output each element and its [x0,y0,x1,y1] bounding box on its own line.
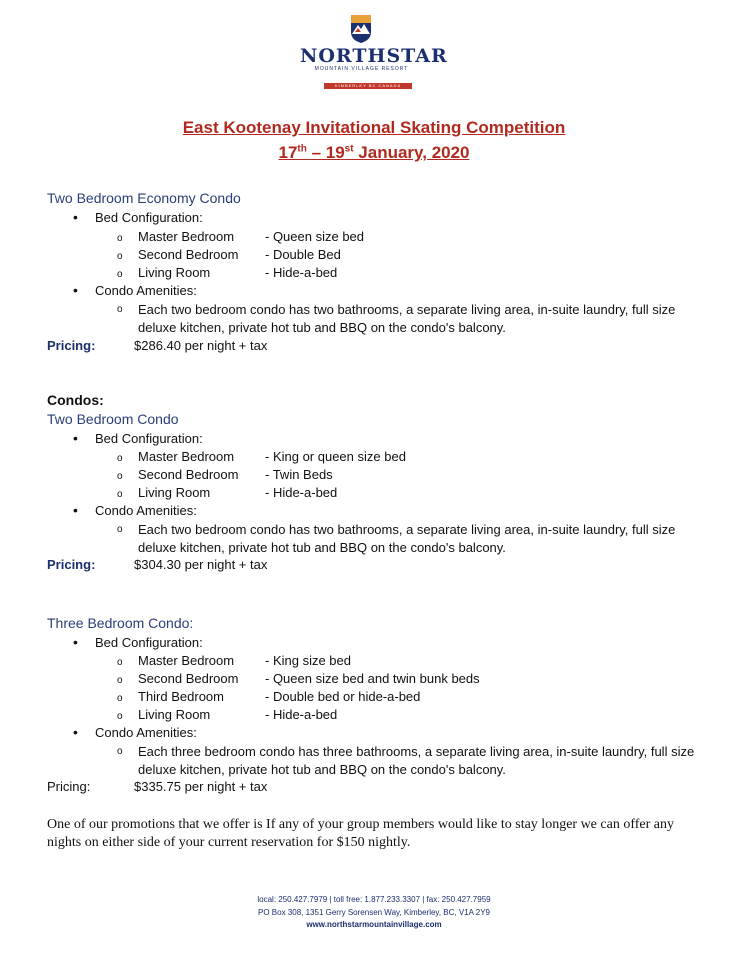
amenities-description: o Each two bedroom condo has two bathrooms, a separate living area, in-suite laundry, full size deluxe kitchen, private hot tub and BBQ on the condo's balcony. [117,302,676,335]
room-row: o Second Bedroom - Queen size bed and twin bunk beds [117,671,480,686]
room-row: o Third Bedroom - Double bed or hide-a-bed [117,689,421,704]
brand-name: NORTHSTAR [300,45,448,67]
condos-label: Condos: [47,392,104,408]
room-row: o Master Bedroom - King or queen size bed [117,449,406,464]
room-row: o Living Room - Hide-a-bed [117,485,338,500]
bed-config-label: • Bed Configuration: [75,635,203,650]
amenities-label: • Condo Amenities: [75,725,197,740]
northstar-logo [300,8,450,90]
section-heading-two-bedroom-condo: Two Bedroom Condo [47,411,179,427]
amenities-description: o Each two bedroom condo has two bathrooms, a separate living area, in-suite laundry, full size deluxe kitchen, private hot tub and BBQ on the condo's balcony. [117,522,676,555]
brand-subtitle: MOUNTAIN VILLAGE RESORT [314,66,409,72]
room-row: o Living Room - Hide-a-bed [117,707,338,722]
event-dates: 17th – 19st January, 2020 [278,143,470,162]
room-row: o Living Room - Hide-a-bed [117,265,338,280]
brand-location-bar: KIMBERLEY BC CANADA [324,83,412,89]
event-title: East Kootenay Invitational Skating Competition [182,118,566,137]
footer-website-link[interactable]: www.northstarmountainvillage.com [306,920,442,929]
mountain-shield-icon [350,14,372,44]
room-row: o Second Bedroom - Double Bed [117,247,341,262]
amenities-label: • Condo Amenities: [75,283,197,298]
room-row: o Master Bedroom - Queen size bed [117,229,365,244]
amenities-description: o Each three bedroom condo has three bathrooms, a separate living area, in-suite laundry, full size deluxe kitchen, private hot tub and BBQ on the condo's balcony. [117,744,695,777]
section-heading-three-bedroom-condo: Three Bedroom Condo: [47,615,194,631]
amenities-label: • Condo Amenities: [75,503,197,518]
promotion-paragraph: One of our promotions that we offer is If any of your group members would like to stay longer we can offer any nights on either side of your current reservation for $150 nightly. [47,817,674,850]
pricing-row: Pricing: $286.40 per night + tax [47,338,268,353]
section-heading-economy-condo: Two Bedroom Economy Condo [47,190,241,206]
footer-contact: local: 250.427.7979 | toll free: 1.877.233.3307 | fax: 250.427.7959 [257,895,491,904]
bed-config-label: • Bed Configuration: [75,210,203,225]
room-row: o Master Bedroom - King size bed [117,653,351,668]
bed-config-label: • Bed Configuration: [75,431,203,446]
footer-address: PO Box 308, 1351 Gerry Sorensen Way, Kimberley, BC, V1A 2Y9 [258,908,490,917]
pricing-row: Pricing: $335.75 per night + tax [47,779,268,794]
pricing-row: Pricing: $304.30 per night + tax [47,557,268,572]
room-row: o Second Bedroom - Twin Beds [117,467,333,482]
